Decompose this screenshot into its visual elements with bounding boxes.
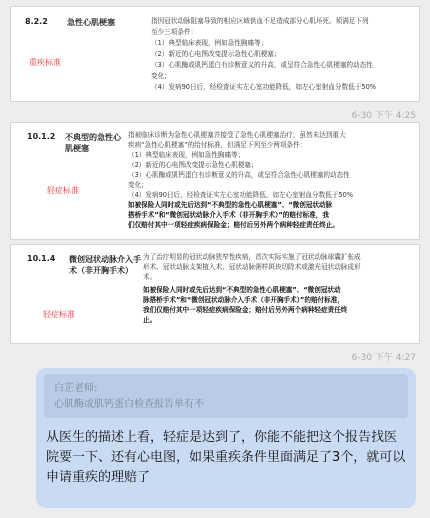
clause-title: 微创冠状动脉介入手术（非开胸手术） [69, 255, 141, 275]
clause-title: 急性心肌梗塞 [67, 18, 115, 27]
clause-line: （4）发病90日后，经检查证实左心室功能降低，如左心室射血分数低于50% [151, 83, 377, 91]
clause-line: 变化； [128, 181, 148, 189]
clause-code: 10.1.4 [27, 254, 56, 263]
clause-title: 不典型的急性心肌梗塞 [65, 133, 121, 153]
clause-line-bold: 们仅赔付其中一项轻症疾病保险金；赔付后另外两个病种轻症责任终止。 [128, 221, 339, 229]
clause-line: （1）典型临床表现，例如急性胸痛等； [128, 151, 245, 159]
clause-line-bold: 搭桥手术”和“微创冠状动脉介入手术（非开胸手术）”的赔付标准，我 [128, 211, 329, 219]
clause-line: 指因冠状动脉阻塞导致的相应区域供血不足造成部分心肌坏死。须满足下列 [151, 17, 369, 25]
clause-line-bold: 如被保险人同时或先后达到“不典型的急性心肌梗塞”、“微创冠状动脉 [128, 201, 333, 209]
clause-code: 10.1.2 [27, 132, 56, 141]
clause-line: 为了治疗明显的冠状动脉狭窄性疾病，首次实际实施了冠状动脉球囊扩张成 [143, 253, 361, 261]
severity-stamp: 轻症标准 [43, 310, 75, 319]
clause-line: （3）心肌酶或肌钙蛋白有诊断意义的升高，或呈符合急性心肌梗塞的动态性 [151, 61, 373, 69]
quoted-sender-name: 白芷老师: [54, 383, 98, 394]
clause-line: （4）发病90日后，经检查证实左心室功能降低，如左心室射血分数低于50% [128, 191, 354, 199]
clause-body [151, 16, 415, 93]
policy-clause-card-acute-mi[interactable] [10, 6, 420, 102]
clause-line: （3）心肌酶或肌钙蛋白有诊断意义的升高，或呈符合急性心肌梗塞的动态性 [128, 171, 350, 179]
clause-code: 8.2.2 [25, 17, 48, 26]
clause-body [128, 130, 418, 230]
message-timestamp: 6-30 下午 4:25 [351, 111, 416, 121]
clause-body [143, 252, 419, 325]
reply-message-text: 从医生的描述上看，轻症是达到了，你能不能把这个报告找医院要一下、还有心电图，如果重疾条件里面满足了3个，就可以申请重疾的理赔了 [46, 430, 406, 485]
clause-line: 至少三项条件： [151, 28, 198, 36]
clause-line: （2）新近的心电图改变提示急性心肌梗塞； [151, 50, 281, 58]
quoted-message-text: 心肌酶或肌钙蛋白检查报告单有不 [54, 399, 204, 410]
policy-clause-card-minimally-invasive-pci[interactable] [10, 244, 420, 344]
clause-line-bold: 脉搭桥手术”和“微创冠状动脉介入手术（非开胸手术）”的赔付标准， [143, 296, 344, 304]
clause-line: （2）新近的心电图改变提示急性心肌梗塞； [128, 161, 258, 169]
clause-line: 指被临床诊断为急性心肌梗塞并接受了急性心肌梗塞治疗，虽然未达到重大 [128, 131, 346, 139]
quoted-message[interactable] [44, 374, 408, 418]
clause-line: 形术、冠状动脉支架植入术、冠状动脉粥样斑块切除术或激光冠状动脉成形 [143, 263, 361, 271]
clause-line: （1）典型临床表现，例如急性胸痛等； [151, 39, 268, 47]
reply-message-bubble[interactable] [36, 368, 416, 508]
severity-stamp: 重疾标准 [29, 58, 61, 67]
clause-line-bold: 止。 [143, 316, 157, 324]
clause-line: 变化； [151, 72, 171, 80]
message-timestamp: 6-30 下午 4:27 [351, 353, 416, 363]
clause-line: 疾病“急性心肌梗塞”的给付标准，但满足下列至少两项条件： [128, 141, 307, 149]
clause-line: 术。 [143, 273, 157, 281]
clause-line-bold: 我们仅赔付其中一项轻症疾病保险金；赔付后另外两个病种轻症责任终 [143, 306, 348, 314]
severity-stamp: 轻症标准 [47, 186, 79, 195]
policy-clause-card-atypical-mi[interactable] [10, 122, 420, 240]
clause-line-bold: 如被保险人同时或先后达到“不典型的急性心肌梗塞”、“微创冠状动 [143, 286, 341, 294]
